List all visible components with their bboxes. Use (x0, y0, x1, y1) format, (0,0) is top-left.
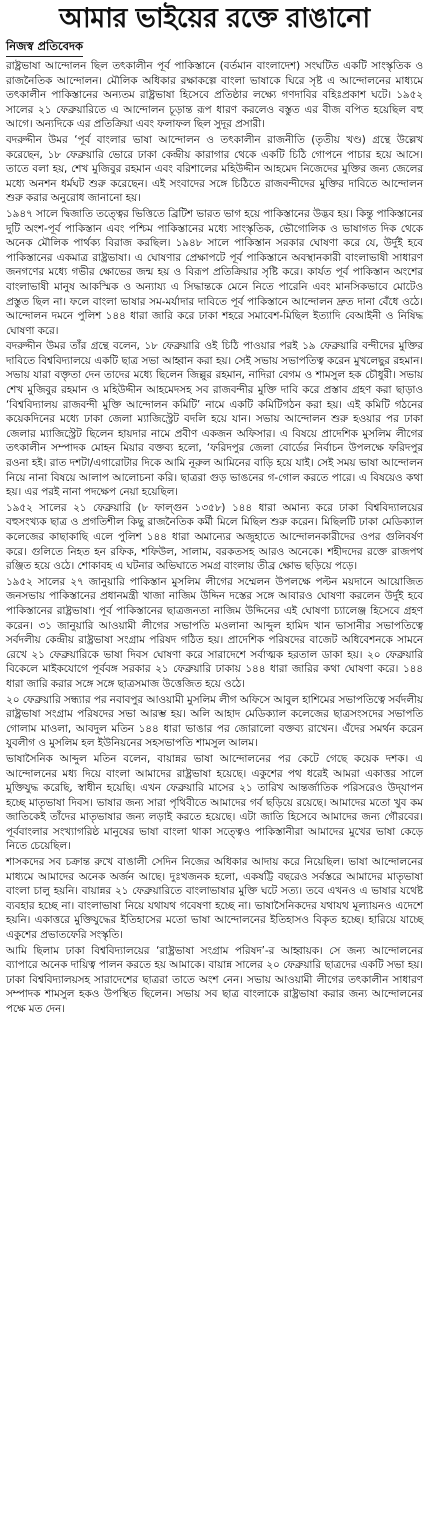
article-paragraph: আমি ছিলাম ঢাকা বিশ্ববিদ্যালয়ের ‘রাষ্ট্রভাষা সংগ্রাম পরিষদ’-র আহ্বায়ক। সে জন্য আন্দোলনের ব্যাপারে অনেক দায়িত্ব পালন করতে হয় আমাকে। বায়ান্ন সালের ২০ ফেব্রুয়ারি ছাত্রদের একটি সভা হয়। ঢাকা বিশ্ববিদ্যালয়সহ সারাদেশের ছাত্ররা তাতে অংশ নেন। সভায় আওয়ামী লীগের তৎকালীন সাধারণ সম্পাদক শামসুল হকও উপস্থিত ছিলেন। সভায় সব ছাত্র বাংলাকে রাষ্ট্রভাষা করার জন্য আন্দোলনের পক্ষে মত দেন। (6, 944, 423, 1015)
article-headline: আমার ভাইয়ের রক্তে রাঙানো (59, 3, 370, 34)
article-paragraph: ১৯৫২ সালের ২১ ফেব্রুয়ারি (৮ ফাল্গুন ১৩৫৮) ১৪৪ ধারা অমান্য করে ঢাকা বিশ্ববিদ্যালয়ের বহুসংখ্যক ছাত্র ও প্রগতিশীল কিছু রাজনৈতিক কর্মী মিলে মিছিল শুরু করেন। মিছিলটি ঢাকা মেডিক্যাল কলেজের কাছাকাছি এলে পুলিশ ১৪৪ ধারা অমান্যের অজুহাতে আন্দোলনকারীদের ওপর গুলিবর্ষণ করে। গুলিতে নিহত হন রফিক, শফিউল, সালাম, বরকতসহ আরও অনেকে। শহীদদের রক্তে রাজপথ রঞ্জিত হয়ে ওঠে। শোকাবহ এ ঘটনার অভিঘাতে সমগ্র বাংলায় তীব্র ক্ষোভ ছড়িয়ে পড়ে। (6, 501, 423, 573)
article-paragraph: ১৯৪৭ সালে দ্বিজাতি তত্ত্বের ভিত্তিতে ব্রিটিশ ভারত ভাগ হয়ে পাকিস্তানের উদ্ভব হয়। কিন্তু পাকিস্তানের দুটি অংশ-পূর্ব পাকিস্তান এবং পশ্চিম পাকিস্তানের মধ্যে সাংস্কৃতিক, ভৌগোলিক ও ভাষাগত দিক থেকে অনেক মৌলিক পার্থক্য বিরাজ করছিল। ১৯৪৮ সালে পাকিস্তান সরকার ঘোষণা করে যে, উর্দুই হবে পাকিস্তানের একমাত্র রাষ্ট্রভাষা। এ ঘোষণার প্রেক্ষাপটে পূর্ব পাকিস্তানে অবস্থানকারী বাংলাভাষী সাধারণ জনগণের মধ্যে গভীর ক্ষোভের জন্ম হয় ও বিরূপ প্রতিক্রিয়ার সৃষ্টি করে। কার্যত পূর্ব পাকিস্তান অংশের বাংলাভাষী মানুষ আকস্মিক ও অন্যায্য এ সিদ্ধান্তকে মেনে নিতে পারেনি এবং মানসিকভাবে মোটেও প্রস্তুত ছিল না। ফলে বাংলা ভাষার সম-মর্যাদার দাবিতে পূর্ব পাকিস্তানে আন্দোলন দ্রুত দানা বেঁধে ওঠে। আন্দোলন দমনে পুলিশ ১৪৪ ধারা জারি করে ঢাকা শহরে সমাবেশ-মিছিল ইত্যাদি বেআইনী ও নিষিদ্ধ ঘোষণা করে। (6, 207, 423, 337)
article-body (6, 59, 423, 1017)
article-paragraph: ১৯৫২ সালের ২৭ জানুয়ারি পাকিস্তান মুসলিম লীগের সম্মেলন উপলক্ষে পল্টন ময়দানে আয়োজিত জনসভায় পাকিস্তানের প্রধানমন্ত্রী খাজা নাজিম উদ্দিন দস্তের সঙ্গে আবারও ঘোষণা করলেন উর্দুই হবে পাকিস্তানের রাষ্ট্রভাষা। পূর্ব পাকিস্তানের ছাত্রজনতা নাজিম উদ্দিনের এই ঘোষণা চ্যালেঞ্জ হিসেবে গ্রহণ করেন। ৩১ জানুয়ারি আওয়ামী লীগের সভাপতি মওলানা আব্দুল হামিদ খান ভাসানীর সভাপতিত্বে সর্বদলীয় কেন্দ্রীয় রাষ্ট্রভাষা সংগ্রাম পরিষদ গঠিত হয়। প্রাদেশিক পরিষদের বাজেট অধিবেশনকে সামনে রেখে ২১ ফেব্রুয়ারিকে ভাষা দিবস ঘোষণা করে সারাদেশে সর্বাত্মক হরতাল ডাকা হয়। ২০ ফেব্রুয়ারি বিকেলে মাইকযোগে পূর্ববঙ্গ সরকার ২১ ফেব্রুয়ারি ঢাকায় ১৪৪ ধারা জারির কথা ঘোষণা করে। ১৪৪ ধারা জারি করার সঙ্গে সঙ্গে ছাত্রসমাজ উত্তেজিত হয়ে ওঠে। (6, 575, 423, 690)
article-paragraph: বদরুদ্দীন উমর তাঁর গ্রন্থে বলেন, ১৮ ফেব্রুয়ারি ওই চিঠি পাওয়ার পরই ১৯ ফেব্রুয়ারি বন্দীদের মুক্তির দাবিতে বিশ্ববিদ্যালয়ে একটি ছাত্র সভা আহ্বান করা হয়। সেই সভায় সভাপতিত্ব করেন মুখলেছুর রহমান। সভায় যারা বক্তৃতা দেন তাদের মধ্যে ছিলেন জিল্লুর রহমান, নাদিরা বেগম ও শামসুল হক চৌধুরী। সভায় শেখ মুজিবুর রহমান ও মহিউদ্দীন আহমেদসহ সব রাজবন্দীর মুক্তি দাবি করে প্রস্তাব গ্রহণ করা ছাড়াও ‘বিশ্ববিদ্যালয় রাজবন্দী মুক্তি আন্দোলন কমিটি’ নামে একটি কমিটিগঠন করা হয়। এই কমিটি গঠনের কয়েকদিনের মধ্যে ঢাকা জেলা ম্যাজিস্ট্রেট বদলি হয়ে যান। সভায় আন্দোলন শুরু হওয়ার পর ঢাকা জেলার ম্যাজিস্ট্রেট ছিলেন হায়দার নামে প্রবীণ একজন অফিসার। এ বিষয়ে প্রাদেশিক মুসলিম লীগের তৎকালীন সম্পাদক মোহন মিয়ার বক্তব্য হলো, ‘ফরিদপুর জেলা বোর্ডের নির্বাচন উপলক্ষে ফরিদপুর রওনা হই। রাত দশটা/এগারোটার দিকে আমি নূরুল আমিনের বাড়ি হয়ে যাই। সেই সময় ভাষা আন্দোলন নিয়ে নানা বিষয়ে আলাপ আলোচনা করি। ছাত্ররা গুড় ভাঙনের গ-গোল করতে পারে। এ বিষয়েও কথা হয়। এর পরই নানা পদক্ষেপ নেয়া হয়েছিল। (6, 340, 423, 499)
article-paragraph: ২০ ফেব্রুয়ারি সন্ধ্যার পর নবাবপুর আওয়ামী মুসলিম লীগ অফিসে আবুল হাশিমের সভাপতিত্বে সর্বদলীয় রাষ্ট্রভাষা সংগ্রাম পরিষদের সভা আরম্ভ হয়। অলি আহাদ মেডিক্যাল কলেজের ছাত্রসংসদের সভাপতি গোলাম মাওলা, আবদুল মতিন ১৪৪ ধারা ভাঙার পর জোরালো বক্তব্য রাখেন। এঁদের সমর্থন করেন যুবলীগ ও মুসলিম হল ইউনিয়নের সহসভাপতি শামসুল আলম। (6, 693, 423, 750)
article-paragraph: ভাষাসৈনিক আব্দুল মতিন বলেন, বায়ান্নর ভাষা আন্দোলনের পর কেটে গেছে কয়েক দশক। এ আন্দোলনের মধ্য দিয়ে বাংলা আমাদের রাষ্ট্রভাষা হয়েছে। একুশের পথ ধরেই আমরা একাত্তর সালে মুক্তিযুদ্ধ করেছি, স্বাধীন হয়েছি। এখন ফেব্রুয়ারি মাসের ২১ তারিখ আন্তর্জাতিক পরিসরেও উদ্‌যাপন হচ্ছে মাতৃভাষা দিবস। ভাষার জন্য সারা পৃথিবীতে আমাদের গর্ব ছড়িয়ে রয়েছে। আমাদের মতো খুব কম জাতিকেই তাঁদের মাতৃভাষার জন্য লড়াই করতে হয়েছে। এটা জাতি হিসেবে আমাদের জন্য গৌরবের। পূর্ববাংলার সংখ্যাগরিষ্ঠ মানুষের ভাষা বাংলা থাকা সত্ত্বেও পাকিস্তানীরা আমাদের মুখের ভাষা কেড়ে নিতে চেয়েছিল। (6, 752, 423, 853)
article-paragraph: বদরুদ্দীন উমর ‘পূর্ব বাংলার ভাষা আন্দোলন ও তৎকালীন রাজনীতি (তৃতীয় খণ্ড) গ্রন্থে উল্লেখ করেছেন, ১৮ ফেব্রুয়ারি ভোরে ঢাকা কেন্দ্রীয় কারাগার থেকে একটি চিঠি গোপনে পাচার হয়ে আসে। তাতে বলা হয়, শেখ মুজিবুর রহমান এবং বরিশালের মহিউদ্দীন আহমেদ নিজেদের মুক্তির জন্য জেলের মধ্যে অনশন ধর্মঘট শুরু করেছেন। এই সংবাদের সঙ্গে চিঠিতে রাজবন্দীদের মুক্তির দাবিতে আন্দোলন শুরু করার অনুরোধ জানানো হয়। (6, 133, 423, 205)
article-paragraph: রাষ্ট্রভাষা আন্দোলন ছিল তৎকালীন পূর্ব পাকিস্তানে (বর্তমান বাংলাদেশ) সংঘটিত একটি সাংস্কৃতিক ও রাজনৈতিক আন্দোলন। মৌলিক অধিকার রক্ষাকল্পে বাংলা ভাষাকে ঘিরে সৃষ্ট এ আন্দোলনের মাধ্যমে তৎকালীন পাকিস্তানের অন্যতম রাষ্ট্রভাষা হিসেবে প্রতিষ্ঠার লক্ষ্যে গণদাবির বহিঃপ্রকাশ ঘটে। ১৯৫২ সালের ২১ ফেব্রুয়ারিতে এ আন্দোলন চূড়ান্ত রূপ ধারণ করলেও বস্তুত এর বীজ বপিত হয়েছিল বহু আগে। অন্যদিকে এর প্রতিক্রিয়া এবং ফলাফল ছিল সুদূর প্রসারী। (6, 60, 423, 131)
article-byline: নিজস্ব প্রতিবেদক (6, 38, 83, 57)
article-paragraph: শাসকদের সব চক্রান্ত রুখে বাঙালী সেদিন নিজের অধিকার আদায় করে নিয়েছিল। ভাষা আন্দোলনের মাধ্যমে আমাদের অনেক অর্জন আছে। দুঃখজনক হলো, একষট্টি বছরেও সর্বস্তরে আমাদের মাতৃভাষা বাংলা চালু হয়নি। বায়ান্নর ২১ ফেব্রুয়ারিতে বাংলাভাষার মুক্তি ঘটে সত্য। তবে এখনও এ ভাষার যথেষ্ট ব্যবহার হচ্ছে না। বাংলাভাষা নিয়ে যথাযথ গবেষণা হচ্ছে না। ভাষাসৈনিকদের যথাযথ মূল্যায়নও এদেশে হয়নি। একাত্তরে মুক্তিযুদ্ধের ইতিহাসের মতো ভাষা আন্দোলনের ইতিহাসও বিকৃত হচ্ছে। হারিয়ে যাচ্ছে একুশের প্রভাতফেরি সংস্কৃতি। (6, 856, 423, 942)
